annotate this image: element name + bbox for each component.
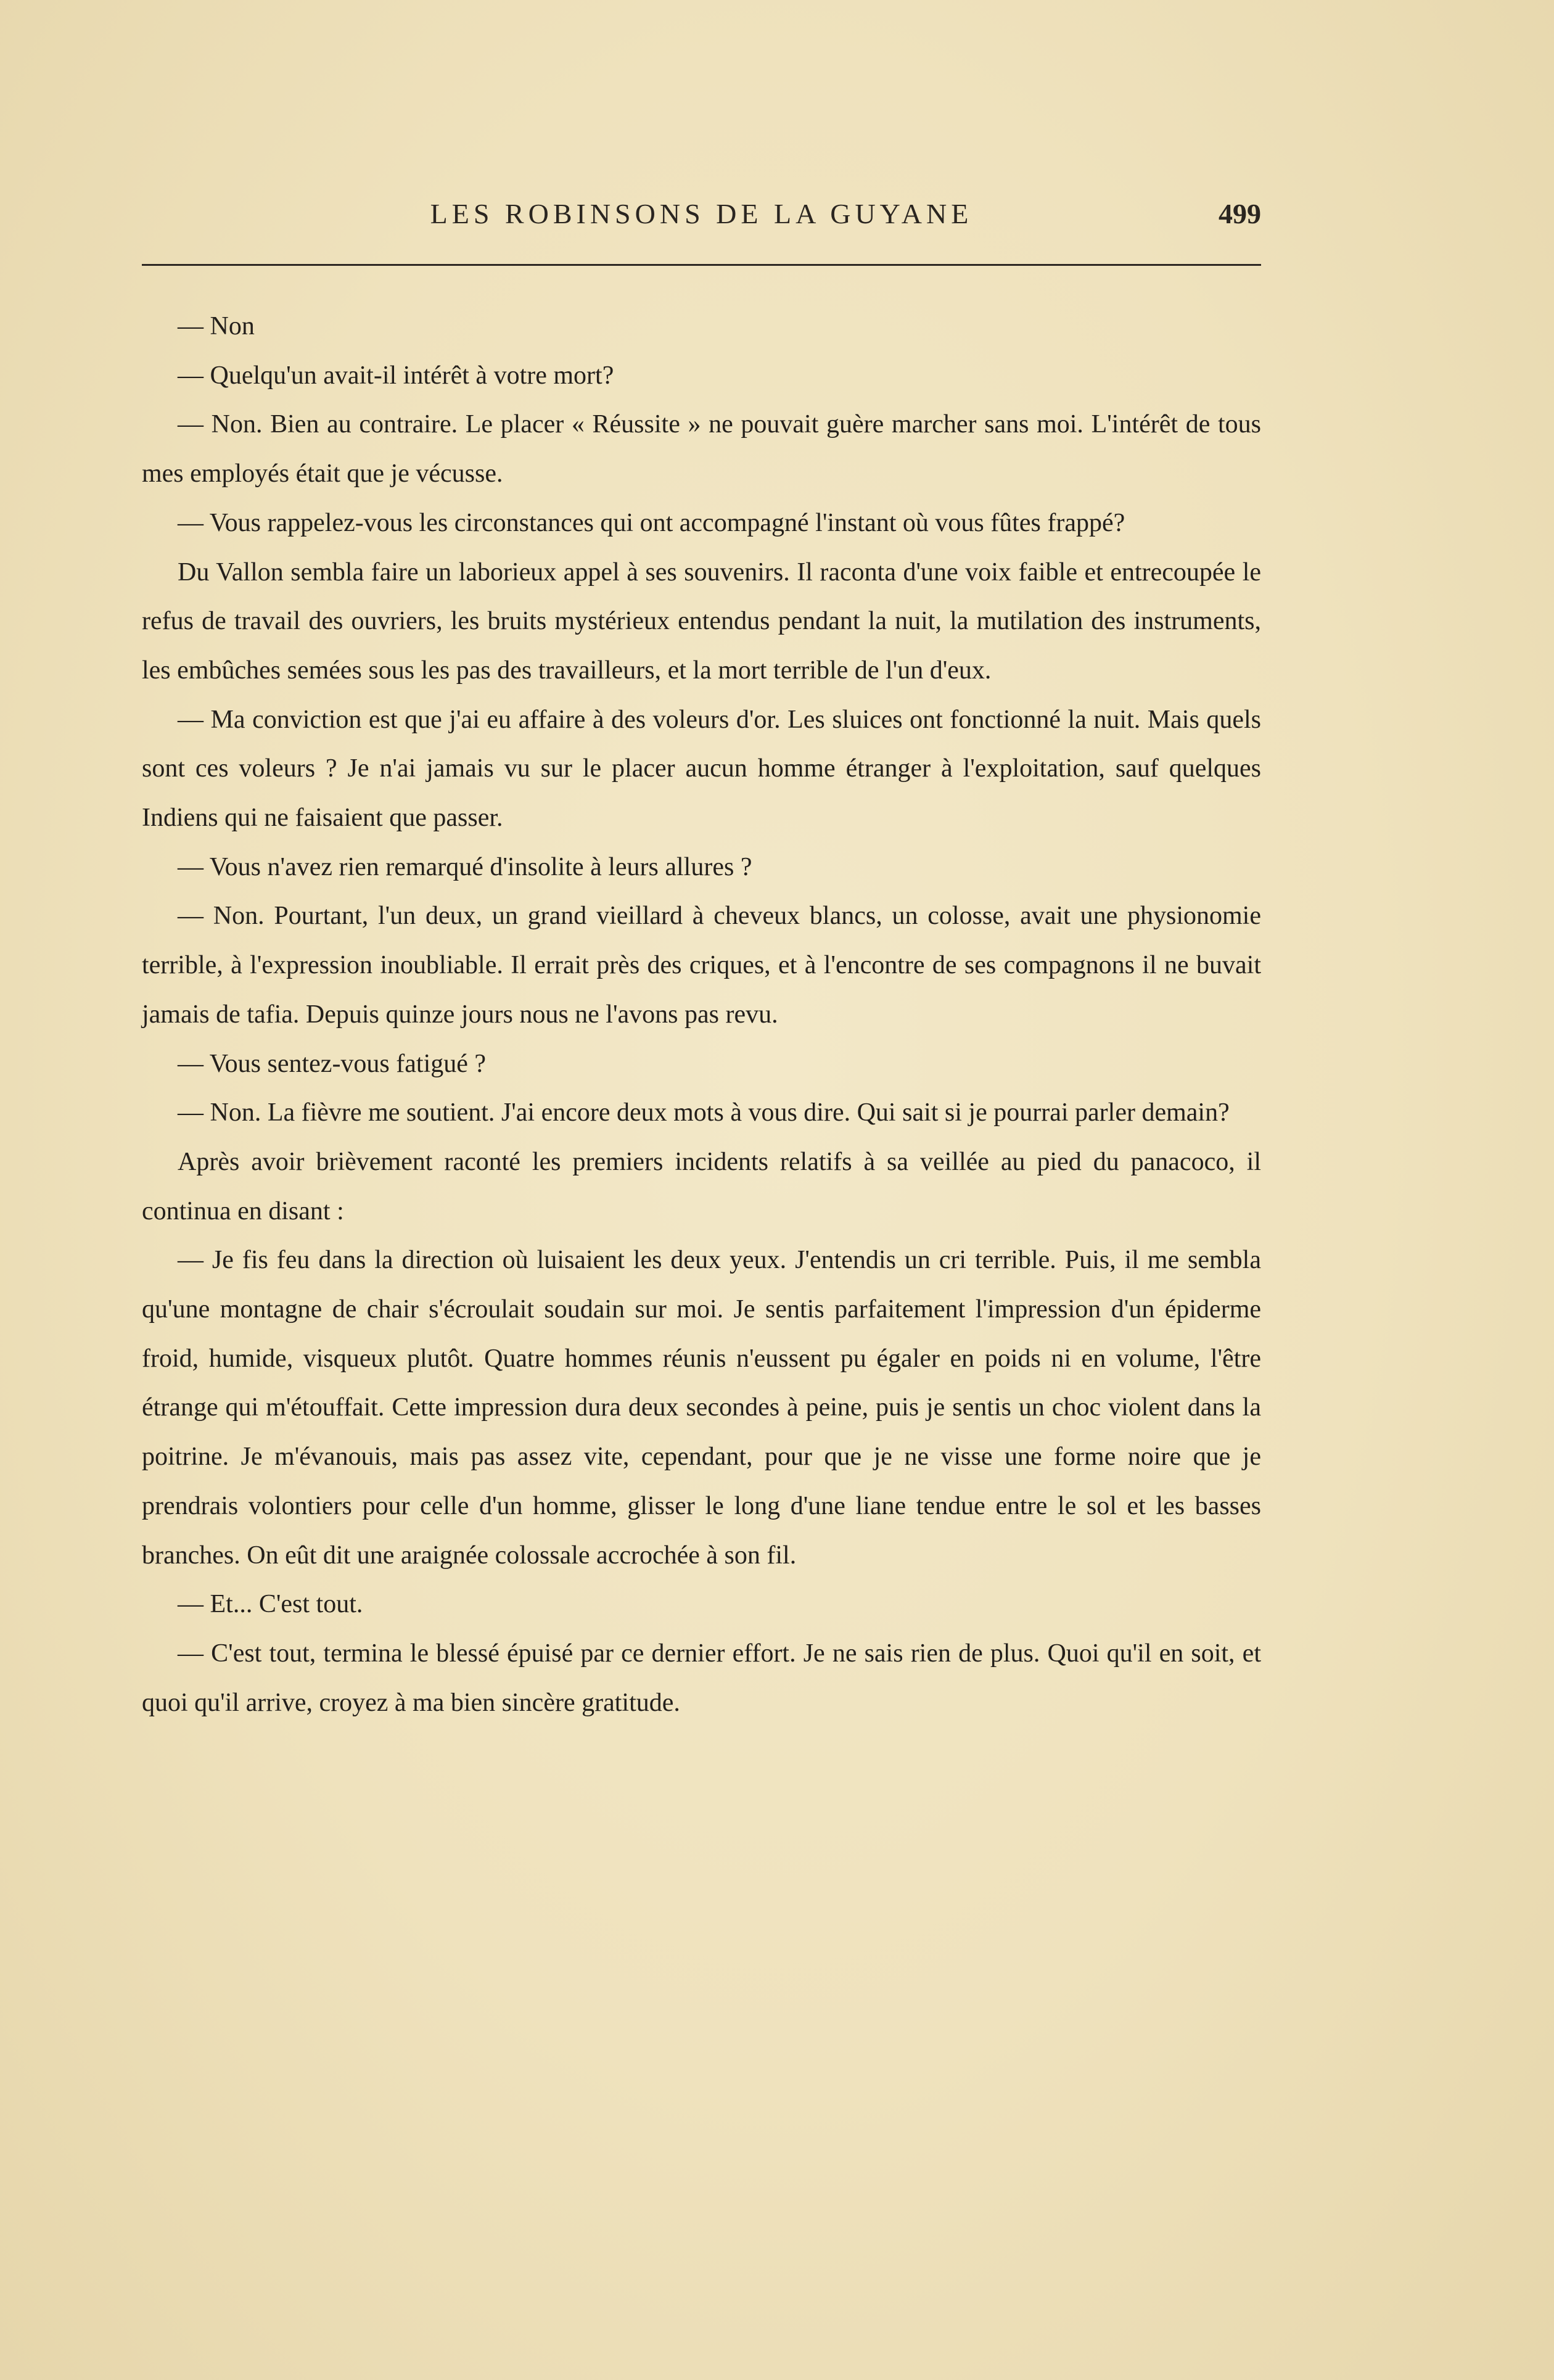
body-text [142,302,1261,1727]
paragraph: — Vous rappelez-vous les circonstances qui ont accompagné l'instant où vous fûtes frappé? [178,508,1125,537]
paragraph: — Ma conviction est que j'ai eu affaire à des voleurs d'or. Les sluices ont fonctionné la nuit. Mais quels sont ces voleurs ? Je n'ai jamais vu sur le placer aucun homme étranger à l'exploitation, sauf quelques Indiens qui ne faisaient que passer. [142,705,1261,833]
paragraph: — Non. Pourtant, l'un deux, un grand vieillard à cheveux blancs, un colosse, avait une physionomie terrible, à l'expression inoubliable. Il errait près des criques, et à l'encontre de ses compagnons il ne buvait jamais de tafia. Depuis quinze jours nous ne l'avons pas revu. [142,902,1261,1029]
paragraph: — Non. La fièvre me soutient. J'ai encore deux mots à vous dire. Qui sait si je pourrai parler demain? [178,1098,1230,1127]
paragraph: — Vous sentez-vous fatigué ? [178,1049,487,1078]
paragraph: — C'est tout, termina le blessé épuisé par ce dernier effort. Je ne sais rien de plus. Quoi qu'il en soit, et quoi qu'il arrive, croyez à ma bien sincère gratitude. [142,1639,1261,1717]
paragraph: — Je fis feu dans la direction où luisaient les deux yeux. J'entendis un cri terrible. Puis, il me sembla qu'une montagne de chair s'écroulait soudain sur moi. Je sentis parfaitement l'impression d'un épiderme froid, humide, visqueux plutôt. Quatre hommes réunis n'eussent pu égaler en poids ni en volume, l'être étrange qui m'étouffait. Cette impression dura deux secondes à peine, puis je sentis un choc violent dans la poitrine. Je m'évanouis, mais pas assez vite, cependant, pour que je ne visse une forme noire que je prendrais volontiers pour celle d'un homme, glisser le long d'une liane tendue entre le sol et les basses branches. On eût dit une araignée colossale accrochée à son fil. [142,1246,1261,1570]
paragraph: — Et... C'est tout. [178,1590,363,1619]
running-head: LES ROBINSONS DE LA GUYANE [430,198,973,229]
paragraph: — Non [178,312,255,340]
paragraph: — Quelqu'un avait-il intérêt à votre mort? [178,361,614,390]
paragraph: Du Vallon sembla faire un laborieux appel à ses souvenirs. Il raconta d'une voix faible et entrecoupée le refus de travail des ouvriers, les bruits mystérieux entendus pendant la nuit, la mutilation des instruments, les embûches semées sous les pas des travailleurs, et la mort terrible de l'un d'eux. [142,558,1261,685]
paragraph: — Non. Bien au contraire. Le placer « Réussite » ne pouvait guère marcher sans moi. L'intérêt de tous mes employés était que je vécusse. [142,410,1261,488]
header-rule [142,264,1261,266]
paragraph: Après avoir brièvement raconté les premiers incidents relatifs à sa veillée au pied du panacoco, il continua en disant : [142,1147,1261,1225]
page-header [142,197,1261,247]
page-number: 499 [1219,198,1261,229]
paragraph: — Vous n'avez rien remarqué d'insolite à leurs allures ? [178,852,752,881]
